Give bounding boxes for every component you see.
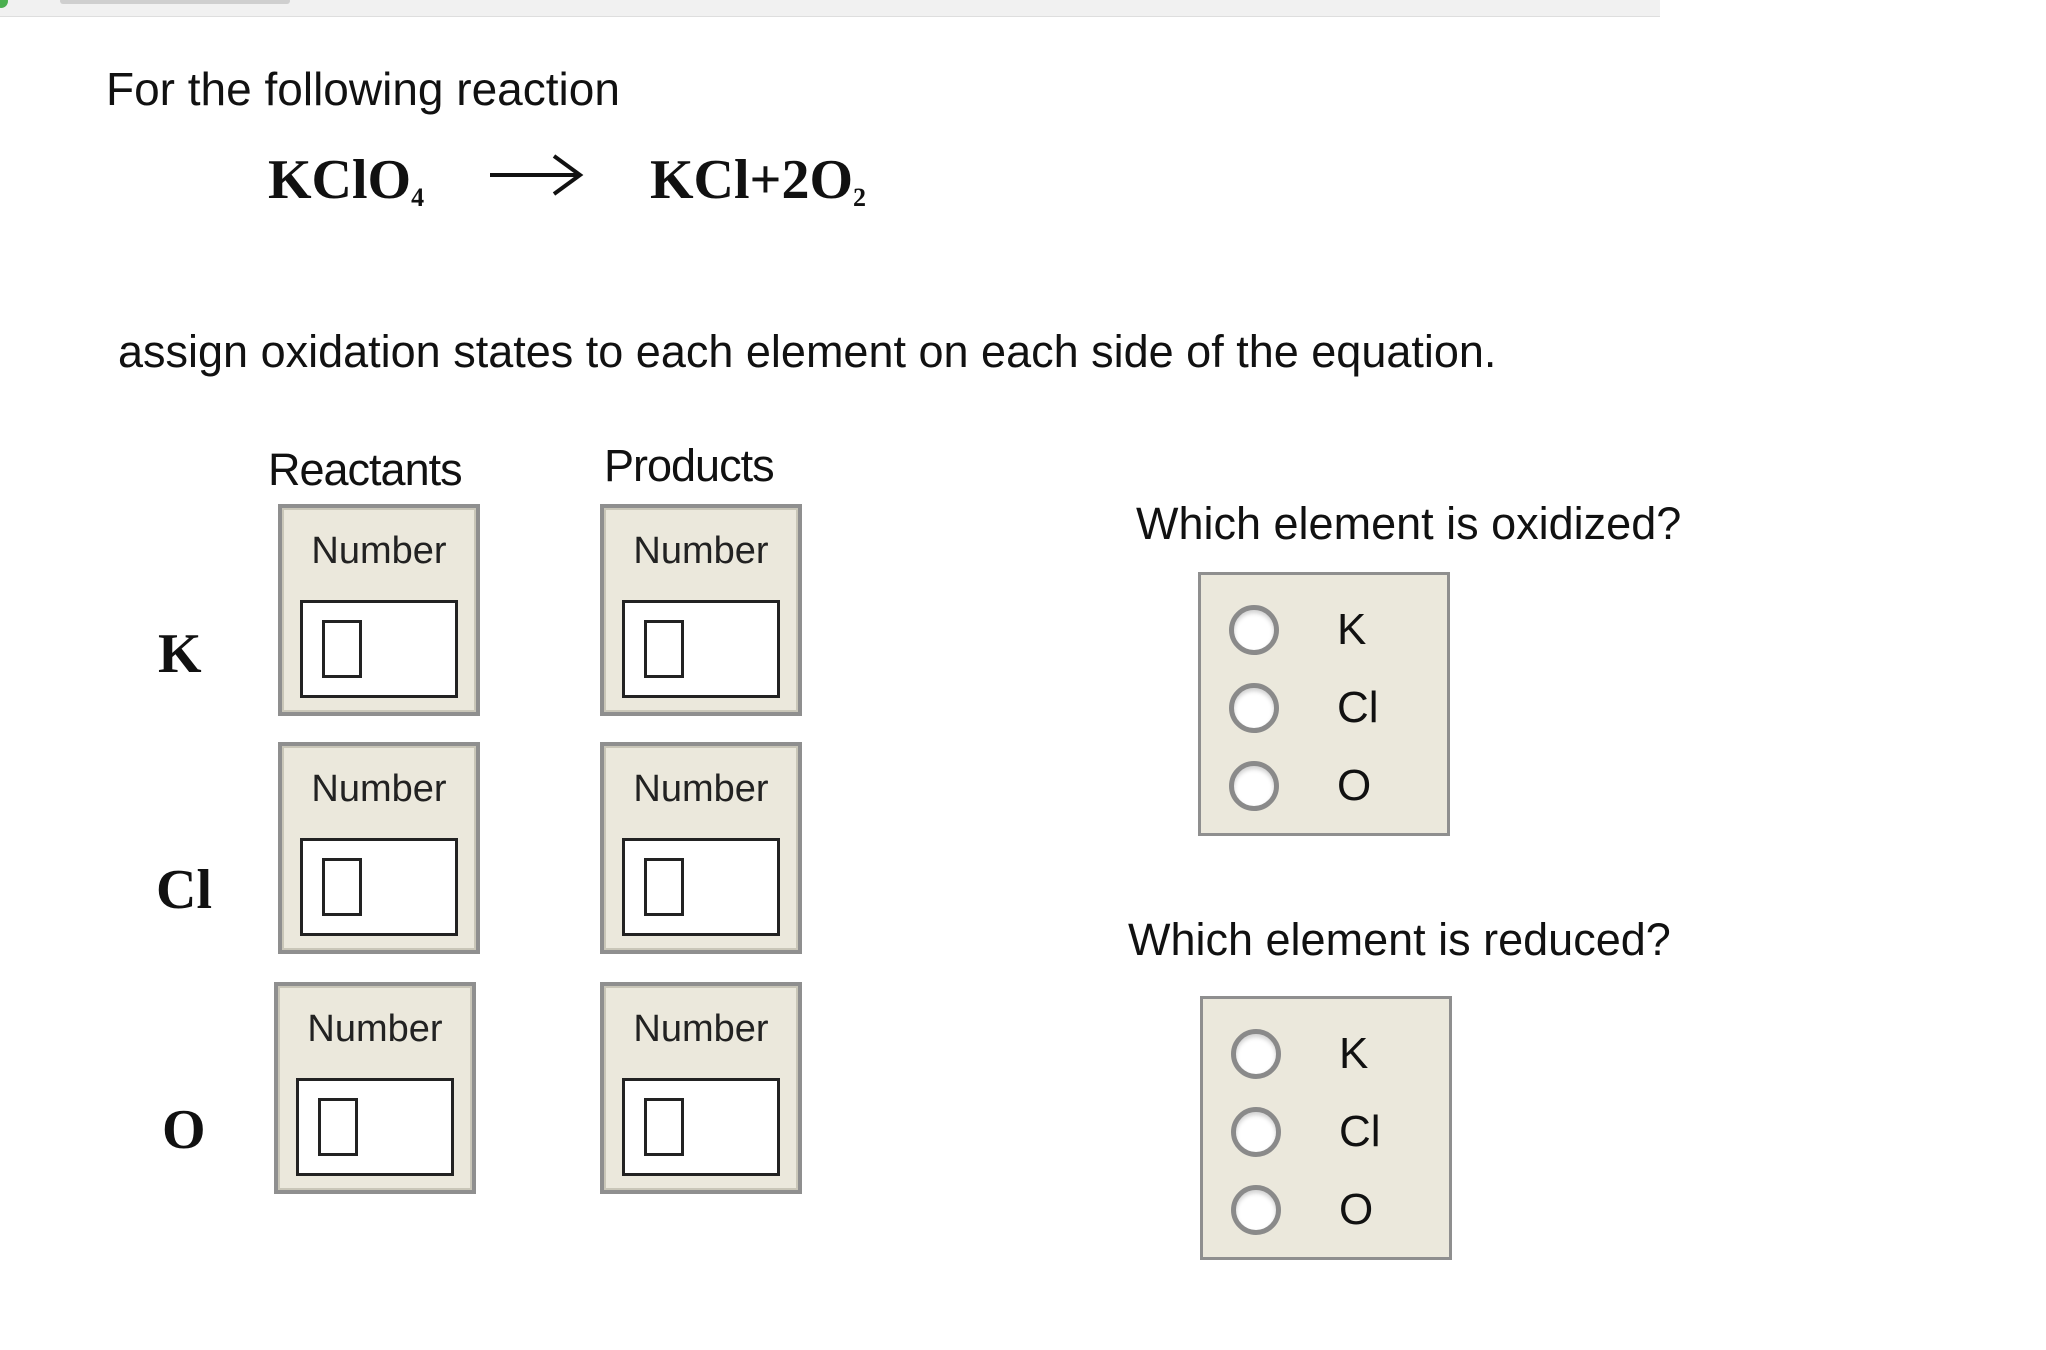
- element-label-k: K: [158, 623, 202, 685]
- option-label: O: [1339, 1185, 1374, 1234]
- option-label: Cl: [1337, 683, 1379, 732]
- number-label: Number: [633, 530, 769, 572]
- element-label-cl: Cl: [156, 859, 212, 921]
- reactant-k-input[interactable]: [300, 600, 458, 698]
- reactant-o-number-box: [274, 982, 476, 1194]
- reactant-cl-number-box: [278, 742, 480, 954]
- reduced-option-cl[interactable]: [1231, 1103, 1441, 1163]
- reduced-options-box: [1200, 996, 1452, 1260]
- reaction-arrow-icon: [488, 150, 584, 200]
- reactant-cl-input[interactable]: [300, 838, 458, 936]
- oxidized-question: Which element is oxidized?: [1136, 498, 1682, 549]
- product-k-number-box: [600, 504, 802, 716]
- radio-button[interactable]: [1229, 683, 1279, 733]
- equation-products: $KCl+2O_2$: [650, 149, 867, 212]
- radio-button[interactable]: [1229, 605, 1279, 655]
- product-cl-number-box: [600, 742, 802, 954]
- instruction-text: assign oxidation states to each element on each side of the equation.: [118, 326, 1497, 377]
- option-label: K: [1339, 1029, 1369, 1078]
- element-label-o: O: [162, 1099, 206, 1161]
- status-dot-icon: [0, 0, 8, 8]
- oxidized-option-o[interactable]: [1229, 757, 1439, 817]
- reduced-option-k[interactable]: [1231, 1025, 1441, 1085]
- radio-button[interactable]: [1229, 761, 1279, 811]
- oxidized-option-k[interactable]: [1229, 601, 1439, 661]
- product-cl-input[interactable]: [622, 838, 780, 936]
- reactants-header: Reactants: [268, 444, 462, 495]
- product-k-input[interactable]: [622, 600, 780, 698]
- radio-button[interactable]: [1231, 1029, 1281, 1079]
- radio-button[interactable]: [1231, 1185, 1281, 1235]
- option-label: K: [1337, 605, 1367, 654]
- reduced-option-o[interactable]: [1231, 1181, 1441, 1241]
- reactant-o-input[interactable]: [296, 1078, 454, 1176]
- oxidized-option-cl[interactable]: [1229, 679, 1439, 739]
- option-label: O: [1337, 761, 1372, 810]
- products-header: Products: [604, 440, 774, 491]
- reduced-question: Which element is reduced?: [1128, 914, 1671, 965]
- number-label: Number: [311, 530, 447, 572]
- product-o-input[interactable]: [622, 1078, 780, 1176]
- intro-text: For the following reaction: [106, 63, 620, 115]
- product-o-number-box: [600, 982, 802, 1194]
- reactant-k-number-box: [278, 504, 480, 716]
- equation-reactant: KClO$_4$: [268, 149, 425, 212]
- browser-top-strip: [0, 0, 1660, 17]
- option-label: Cl: [1339, 1107, 1381, 1156]
- blurred-tab-text: [60, 0, 290, 4]
- radio-button[interactable]: [1231, 1107, 1281, 1157]
- number-label: Number: [307, 1008, 443, 1050]
- number-label: Number: [311, 768, 447, 810]
- oxidized-options-box: [1198, 572, 1450, 836]
- number-label: Number: [633, 1008, 769, 1050]
- number-label: Number: [633, 768, 769, 810]
